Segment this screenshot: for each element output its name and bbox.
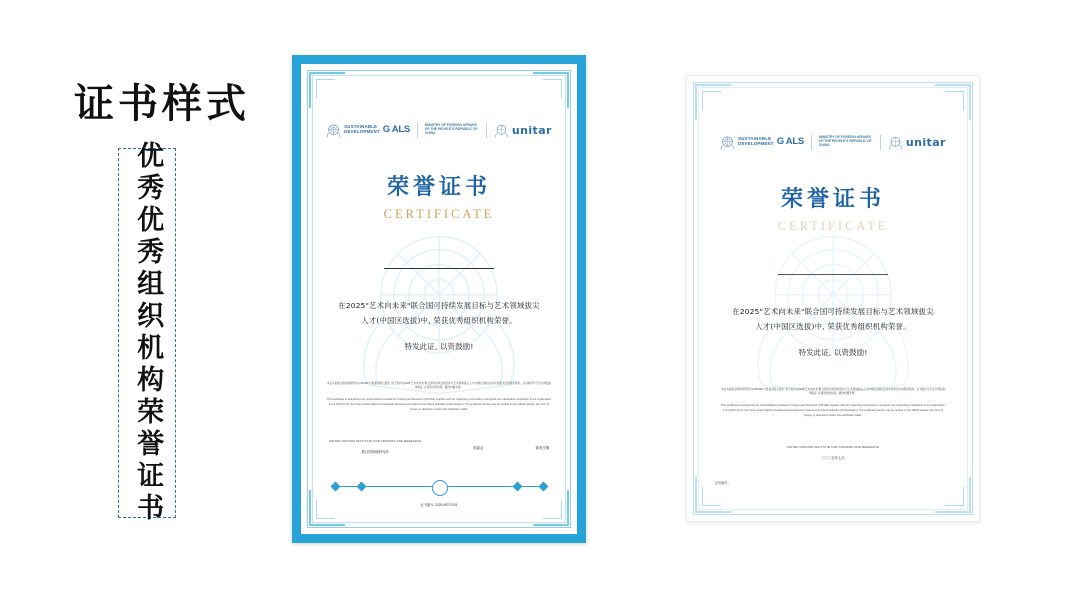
- certificate-title-b: 荣誉证书: [780, 187, 885, 212]
- signature-org-en: UNITED NATIONS INSTITUTE FOR TRAINING AND RESEARCH: [329, 438, 422, 443]
- bottom-ornament: [332, 480, 547, 494]
- logo-row-b: [720, 132, 946, 152]
- certificate-subtitle: CERTIFICATE: [383, 207, 495, 221]
- signature-date-b: 二〇二五年七月: [821, 455, 845, 460]
- signature-date: 颁发日期: [535, 445, 549, 450]
- logo-row: [326, 120, 552, 140]
- un-emblem-icon-b: [720, 135, 735, 150]
- certificate-content-b: [705, 94, 961, 503]
- unitar-wordmark-b: unitar: [905, 135, 946, 149]
- sdg-line1-b: SUSTAINABLE: [738, 136, 772, 142]
- sdg-logo-b: [720, 135, 804, 150]
- sdg-line2: DEVELOPMENT: [344, 129, 380, 134]
- certificate-title: 荣誉证书: [386, 175, 491, 200]
- ministry-logo-text-b: MINISTRY OF FOREIGN AFFAIRS OF THE PEOPLE'S REPUBLIC OF CHINA: [818, 135, 872, 147]
- logo-divider-b: [811, 135, 812, 150]
- page-title: 证书样式: [74, 81, 250, 127]
- certificate-number-caption-b: 证书编号:: [715, 480, 729, 485]
- sdg-line2-b: DEVELOPMENT: [738, 141, 774, 146]
- ministry-logo-text: MINISTRY OF FOREIGN AFFAIRS OF THE PEOPLE'S REPUBLIC OF CHINA: [424, 123, 478, 135]
- signature-row: [329, 439, 549, 454]
- ornament-center-circle: [432, 480, 448, 496]
- title-rule: [384, 268, 494, 269]
- unitar-logo: [494, 123, 552, 138]
- signature-block-b: [787, 445, 879, 460]
- unitar-logo-b: [888, 135, 946, 150]
- fineprint-chinese: 本证书由联合国训练研究所(UNITAR)与组委会联合颁发, 用于表彰在2025"艺术向未来"联合国可持续发展目标与艺术领域拔尖人才(中国区选拔)活动中表现突出的组织机构。证书编号可于官方网站查询验证, 任何形式的伪造、篡改均属无效。: [326, 381, 552, 390]
- logo-divider-2: [486, 123, 487, 138]
- title-rule-b: [778, 274, 888, 275]
- certificate-paragraph-b: 在2025"艺术向未来"联合国可持续发展目标与艺术领域拔尖人才(中国区选拔)中, 荣获优秀组织机构荣誉。: [732, 307, 934, 331]
- certificate-content: [319, 82, 559, 516]
- signature-committee: 组委会: [473, 445, 484, 450]
- vertical-label-box: [118, 141, 176, 525]
- sdg-goals-word: G ALS: [382, 124, 410, 136]
- fineprint-english-b: This Certificate is awarded by the United Nations Institute for Training and Research (UNITAR) together with the Organizing Committee to recognize the outstanding contribution of the organization in the 2025 Art for the Future United Nations Sustainable Development Goals and Art Talent Selection (China Region). The certificate number may be verified on the official website. Any form of forgery or alteration renders this certificate invalid.: [720, 404, 946, 417]
- sdg-line1: SUSTAINABLE: [344, 124, 378, 130]
- logo-divider-2-b: [880, 135, 881, 150]
- unitar-emblem-icon: [494, 123, 509, 138]
- fineprint-english: This Certificate is awarded by the United Nations Institute for Training and Research (UNITAR) together with the Organizing Committee to recognize the outstanding contribution of the organization in the 2025 Art for the Future United Nations Sustainable Development Goals and Art Talent Selection (China Region). The certificate number may be verified on the official website. Any form of forgery or alteration renders this certificate invalid.: [326, 398, 552, 411]
- fineprint-chinese-b: 本证书由联合国训练研究所(UNITAR)与组委会联合颁发, 用于表彰在2025"艺术向未来"联合国可持续发展目标与艺术领域拔尖人才(中国区选拔)活动中表现突出的组织机构。证书编号可于官方网站查询验证, 任何形式的伪造、篡改均属无效。: [720, 387, 946, 396]
- vertical-label-text: 优秀优秀组织机构荣誉证书: [132, 141, 164, 525]
- signature-row-b: [723, 445, 943, 460]
- ornament-diamond-right: [538, 481, 548, 491]
- logo-divider: [417, 123, 418, 138]
- ornament-diamond-left: [330, 481, 340, 491]
- unitar-emblem-icon-b: [888, 135, 903, 150]
- ornament-diamond-right-2: [512, 481, 522, 491]
- certificate-note: 特发此证, 以资鼓励!: [404, 341, 474, 351]
- signature-block-1: [329, 439, 421, 454]
- signature-org-cn: 联合国训练研究所: [361, 449, 389, 454]
- certificate-subtitle-b: CERTIFICATE: [777, 219, 889, 233]
- certificate-paragraph: 在2025"艺术向未来"联合国可持续发展目标与艺术领域拔尖人才(中国区选拔)中, 荣获优秀组织机构荣誉。: [338, 301, 540, 325]
- unitar-wordmark: unitar: [511, 123, 552, 137]
- signature-org-en-b: UNITED NATIONS INSTITUTE FOR TRAINING AND RESEARCH: [786, 444, 880, 449]
- sdg-goals-word-b: G ALS: [776, 136, 804, 148]
- ornament-diamond-left-2: [356, 481, 366, 491]
- un-emblem-icon: [326, 123, 341, 138]
- sdg-logo: [326, 123, 410, 138]
- certificate-blue-border[interactable]: [292, 55, 586, 543]
- certificate-number-caption: 证书编号: 2025-ART-0001: [420, 502, 458, 507]
- certificate-plain-border[interactable]: [686, 75, 980, 522]
- signature-block-2: [473, 439, 483, 450]
- signature-block-3: [535, 439, 549, 450]
- certificate-note-b: 特发此证, 以资鼓励!: [798, 347, 868, 357]
